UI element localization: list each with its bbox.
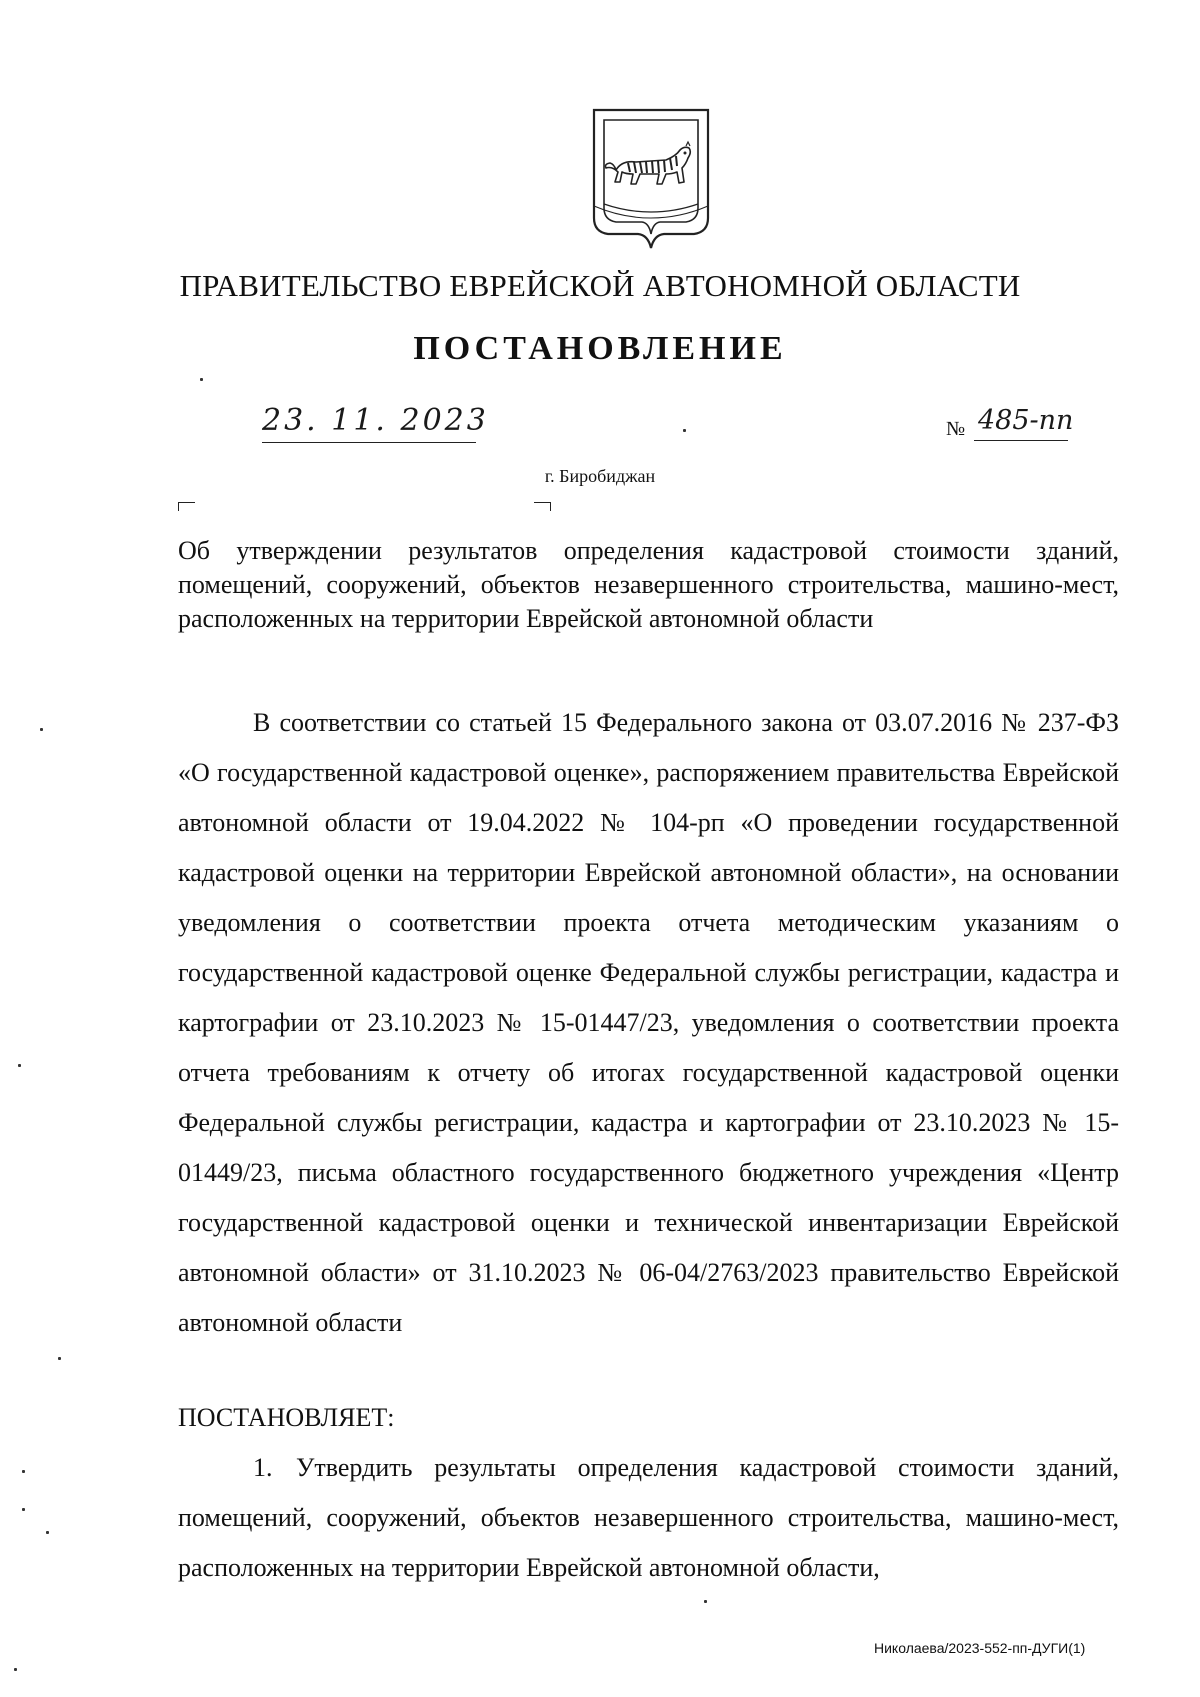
scan-speck — [18, 1064, 21, 1067]
number-label: № — [946, 418, 966, 440]
scan-speck — [200, 378, 203, 381]
handwritten-number: 485-пп — [978, 405, 1074, 436]
scan-speck — [22, 1508, 25, 1511]
list-item — [178, 1443, 1119, 1593]
scan-speck — [40, 728, 43, 731]
document-type-title: ПОСТАНОВЛЕНИЕ — [413, 330, 787, 367]
scan-speck — [46, 1531, 49, 1534]
item-text: Утвердить результаты определения кадастровой стоимости зданий, помещений, сооружений, объектов незавершенного строительства, машино-мест, расположенных на территории Еврейской автономной области, — [178, 1453, 1119, 1582]
item-number: 1. — [253, 1453, 273, 1482]
document-subject: Об утверждении результатов определения кадастровой стоимости зданий, помещений, сооружений, объектов незавершенного строительства, машино-мест, расположенных на территории Еврейской автономной области — [178, 536, 1119, 633]
scan-speck — [14, 1668, 17, 1671]
footer-reference: Николаева/2023-552-пп-ДУГИ(1) — [874, 1640, 1086, 1656]
coat-of-arms-emblem — [592, 108, 710, 250]
date-field — [262, 402, 489, 443]
scan-speck — [58, 1357, 61, 1360]
number-field — [974, 402, 1074, 441]
scan-speck — [704, 1600, 707, 1603]
government-title: ПРАВИТЕЛЬСТВО ЕВРЕЙСКОЙ АВТОНОМНОЙ ОБЛАСТИ — [179, 268, 1021, 303]
subject-corner-right — [534, 502, 551, 511]
decree-word: ПОСТАНОВЛЯЕТ: — [178, 1403, 395, 1432]
preamble-paragraph: В соответствии со статьей 15 Федерального закона от 03.07.2016 № 237-ФЗ «О государственной кадастровой оценке», распоряжением правительства Еврейской автономной области от 19.04.2022 № 104-рп «О проведении государственной кадастровой оценки на территории Еврейской автономной области», на основании уведомления о соответствии проекта отчета методическим указаниям о государственной кадастровой оценке Федеральной службы регистрации, кадастра и картографии от 23.10.2023 № 15-01447/23, уведомления о соответствии проекта отчета требованиям к отчету об итогах государственной кадастровой оценки Федеральной службы регистрации, кадастра и картографии от 23.10.2023 № 15-01449/23, письма областного государственного бюджетного учреждения «Центр государственной кадастровой оценки и технической инвентаризации Еврейской автономной области» от 31.10.2023 № 06-04/2763/2023 правительство Еврейской автономной области — [178, 708, 1119, 1337]
city-name: г. Биробиджан — [544, 466, 656, 486]
subject-corner-left — [178, 502, 195, 511]
scan-speck — [683, 429, 686, 432]
scan-speck — [22, 1470, 25, 1473]
handwritten-date: 23. 11. 2023 — [262, 403, 489, 438]
